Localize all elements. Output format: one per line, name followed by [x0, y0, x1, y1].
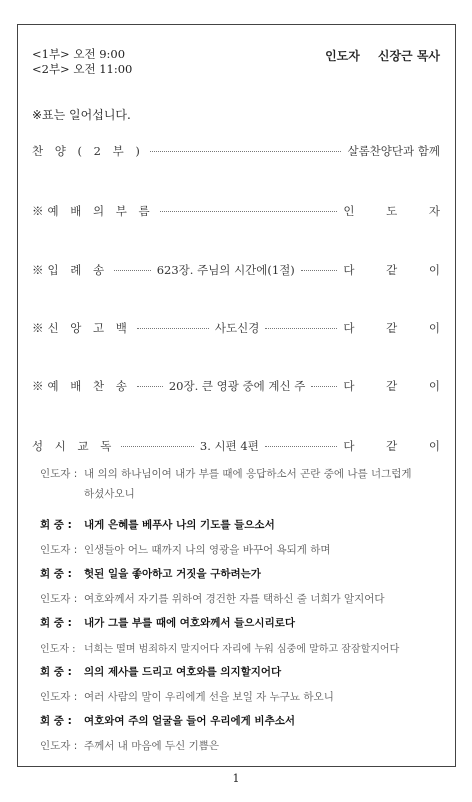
speaker-label: 인도자 :: [40, 593, 78, 605]
speaker-label: 인도자 :: [40, 544, 78, 556]
order-row-processional: [32, 262, 455, 278]
standing-note: ※표는 일어섭니다.: [32, 108, 131, 122]
speaker-label: 인도자 :: [40, 691, 78, 703]
reading-text: 여러 사람의 말이 우리에게 선을 보일 자 누구뇨 하오니: [84, 691, 334, 703]
leader-label: 인도자: [325, 49, 360, 63]
reading-line-leader: [40, 640, 440, 655]
leader-info: [325, 47, 440, 64]
speaker-label: 회 중 :: [40, 715, 72, 727]
order-label: ※입 례 송: [32, 263, 109, 277]
reading-line-leader: [40, 689, 440, 704]
leader-dots: [311, 386, 337, 387]
order-performer: 인 도 자: [343, 204, 454, 218]
speaker-label: 회 중 :: [40, 617, 72, 629]
reading-text: 주께서 내 마음에 두신 기쁨은: [84, 740, 220, 752]
order-label: 찬 양 ( 2 부 ): [32, 144, 144, 158]
reading-line-congregation: [40, 517, 440, 532]
order-label: ※예 배 찬 송: [32, 379, 131, 393]
service-time-2: <2부> 오전 11:00: [32, 62, 133, 76]
order-content: 사도신경: [214, 321, 260, 335]
order-row-hymn: [32, 378, 454, 394]
reading-line-congregation: [40, 664, 440, 679]
speaker-label: 회 중 :: [40, 666, 72, 678]
reading-line-congregation: [40, 713, 440, 728]
reading-line-leader: [40, 466, 440, 501]
order-label: ※예 배 의 부 름: [32, 204, 154, 218]
reading-line-leader: [40, 591, 440, 606]
order-content: 623장. 주님의 시간에(1절): [156, 263, 295, 277]
service-times: [32, 47, 132, 77]
service-time-1: <1부> 오전 9:00: [32, 47, 126, 61]
leader-name: 신장근 목사: [377, 49, 440, 63]
leader-dots: [114, 270, 151, 271]
leader-dots: [160, 211, 338, 212]
speaker-label: 회 중 :: [40, 519, 72, 531]
reading-line-congregation: [40, 566, 440, 581]
reading-text: 너희는 떨며 범죄하지 말지어다 자리에 누워 심중에 말하고 잠잠할지어다: [84, 644, 400, 655]
speaker-label: 인도자 :: [40, 468, 78, 480]
leader-dots: [301, 270, 338, 271]
order-performer: 다 같 이: [343, 439, 455, 453]
reading-text: 여호와께서 자기를 위하여 경건한 자를 택하신 줄 너희가 알지어다: [84, 593, 385, 605]
reading-text: 내 의의 하나님이여 내가 부를 때에 응답하소서 곤란 중에 나를 너그럽게: [84, 468, 412, 480]
order-row-confession: [32, 320, 455, 336]
leader-dots: [137, 328, 209, 329]
order-row-praise: [32, 143, 440, 159]
reading-line-leader: [40, 738, 440, 753]
leader-dots: [150, 151, 342, 152]
order-content: 3. 시편 4편: [199, 439, 259, 453]
order-performer: 살롬찬양단과 함께: [347, 144, 440, 158]
speaker-label: 인도자 :: [40, 740, 78, 752]
reading-text: 내게 은혜를 베푸사 나의 기도를 들으소서: [84, 519, 275, 531]
leader-dots: [265, 328, 337, 329]
speaker-label: 인도자 :: [40, 644, 76, 655]
leader-dots: [137, 386, 163, 387]
order-performer: 다 같 이: [343, 321, 455, 335]
reading-line-leader: [40, 542, 440, 557]
order-performer: 다 같 이: [343, 379, 454, 393]
reading-text: 여호와여 주의 얼굴을 들어 우리에게 비추소서: [84, 715, 295, 727]
reading-line-congregation: [40, 615, 440, 630]
order-content: 20장. 큰 영광 중에 계신 주: [168, 379, 306, 393]
page-frame: [17, 24, 456, 767]
order-performer: 다 같 이: [343, 263, 455, 277]
order-row-call-to-worship: [32, 203, 454, 219]
leader-dots: [121, 446, 194, 447]
speaker-label: 회 중 :: [40, 568, 72, 580]
reading-text: 내가 그를 부를 때에 여호와께서 들으시리로다: [84, 617, 295, 629]
reading-text: 인생들아 어느 때까지 나의 영광을 바꾸어 욕되게 하며: [84, 544, 331, 556]
reading-text: 헛된 일을 좋아하고 거짓을 구하려는가: [84, 568, 261, 580]
order-label: 성 시 교 독: [32, 439, 116, 453]
order-row-responsive-reading: [32, 438, 455, 454]
reading-text: 의의 제사를 드리고 여호와를 의지할지어다: [84, 666, 282, 678]
leader-dots: [265, 446, 338, 447]
order-label: ※신 앙 고 백: [32, 321, 131, 335]
page-number: 1: [232, 772, 240, 785]
reading-text-continued: 하셨사오니: [84, 488, 135, 500]
